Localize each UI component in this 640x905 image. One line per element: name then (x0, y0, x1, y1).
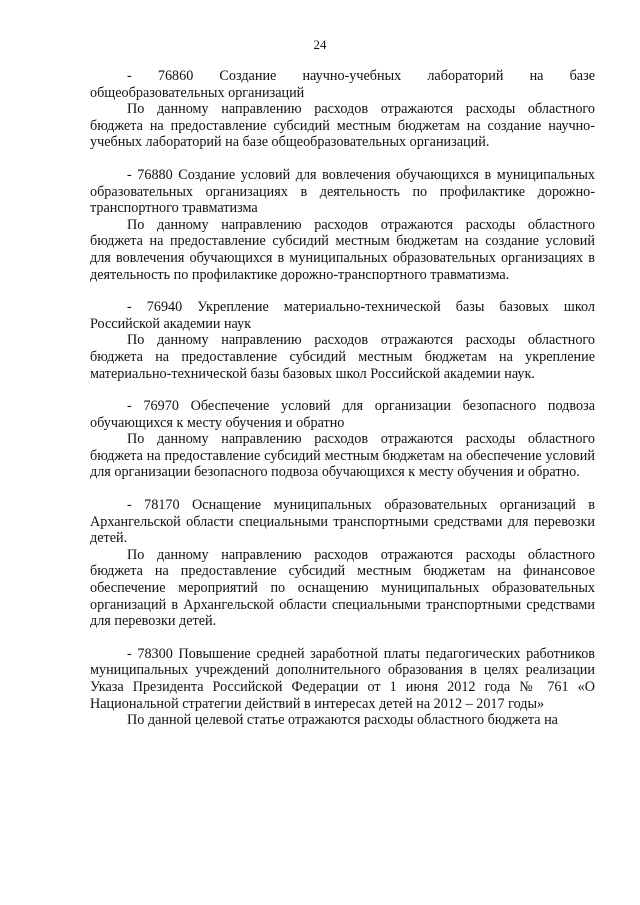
section-body: По данному направлению расходов отражаются расходы областного бюджета на предоставление субсидий местным бюджетам на обеспечение условий для организации безопасного подвоза обучающихся к месту обучения и обратно. (90, 431, 595, 481)
section-76940 (90, 299, 595, 382)
section-heading: - 76940 Укрепление материально-технической базы базовых школ Российской академии наук (90, 299, 595, 332)
section-76970 (90, 398, 595, 481)
section-78300 (90, 646, 595, 729)
section-76880 (90, 167, 595, 283)
section-body: По данному направлению расходов отражаются расходы областного бюджета на предоставление субсидий местным бюджетам на финансовое обеспечение мероприятий по оснащению муниципальных образовательных организаций в Архангельской области специальными транспортными средствами для перевозки детей. (90, 546, 595, 630)
section-78170 (90, 497, 595, 630)
page-number: 24 (313, 37, 327, 52)
section-heading: - 76880 Создание условий для вовлечения обучающихся в муниципальных образовательных организациях в деятельность по профилактике дорожно-транспортного травматизма (90, 166, 595, 217)
section-body: По данной целевой статье отражаются расходы областного бюджета на (127, 712, 558, 729)
section-body: По данному направлению расходов отражаются расходы областного бюджета на предоставление субсидий местным бюджетам на создание условий для вовлечения обучающихся в муниципальных образовательных организациях в деятельность по профилактике дорожно-транспортного травматизма. (90, 216, 595, 283)
section-body: По данному направлению расходов отражаются расходы областного бюджета на предоставление субсидий местным бюджетам на укрепление материально-технической базы базовых школ Российской академии наук. (90, 332, 595, 382)
section-76860 (90, 68, 595, 151)
document-body (90, 68, 595, 729)
section-body: По данному направлению расходов отражаются расходы областного бюджета на предоставление субсидий местным бюджетам на создание научно-учебных лабораторий на базе общеобразовательных организаций. (90, 101, 595, 151)
section-heading: - 78170 Оснащение муниципальных образовательных организаций в Архангельской области специальными транспортными средствами для перевозки детей. (90, 497, 595, 547)
section-heading: - 76860 Создание научно-учебных лабораторий на базе общеобразовательных организаций (90, 68, 595, 101)
section-heading: - 78300 Повышение средней заработной платы педагогических работников муниципальных учреждений дополнительного образования в целях реализации Указа Президента Российской Федерации от 1 июня 2012 года № 761 «О Национальной стратегии действий в интересах детей на 2012 – 2017 годы» (90, 645, 595, 712)
section-heading: - 76970 Обеспечение условий для организации безопасного подвоза обучающихся к месту обучения и обратно (90, 398, 595, 431)
